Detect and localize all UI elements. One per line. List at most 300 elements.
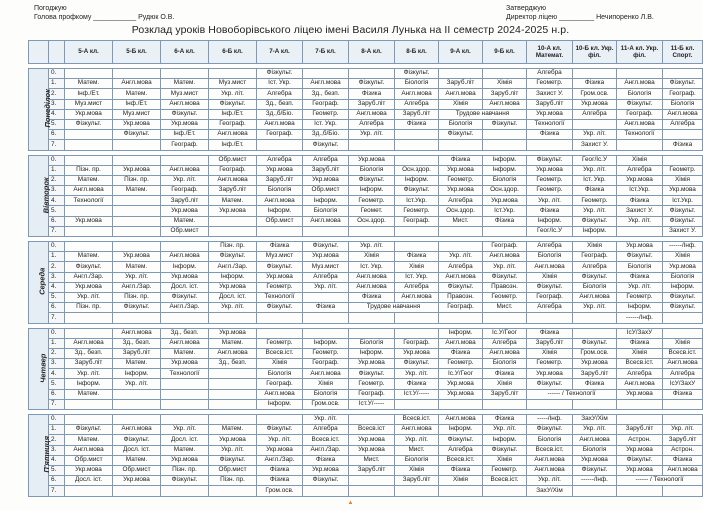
lesson-number: 4. [49,369,65,379]
lesson-cell: Технології [161,369,209,379]
table-row [29,165,703,175]
lesson-cell: Англ.мова [257,196,303,206]
lesson-cell: Зд., безп. [161,328,209,338]
table-row [29,175,703,185]
lesson-cell: Укр. літ. [483,425,527,435]
lesson-cell [257,140,303,150]
lesson-cell: Англ.мова [483,348,527,358]
lesson-cell: Гром.осв. [573,348,617,358]
lesson-cell: Геометр. [303,109,349,119]
lesson-number: 6. [49,389,65,399]
lesson-cell: Англ.мова [527,465,573,475]
lesson-cell: Англ.мова [349,109,395,119]
lesson-cell: Матем. [65,389,113,399]
lesson-number: 1. [49,338,65,348]
lesson-cell: Укр. літ. [573,303,617,313]
lesson-cell [113,389,161,399]
day-header-corner [29,41,49,64]
lesson-cell: Геометр. [663,165,703,175]
lesson-cell: Англ.мова [257,119,303,129]
lesson-cell: Укр.мова [113,476,161,486]
lesson-cell [483,69,527,79]
lesson-cell: Муз.мист [209,79,257,89]
lesson-cell: Англ.мова [483,252,527,262]
lesson-cell: Англ.мова [161,165,209,175]
lesson-cell: Англ.мова [663,109,703,119]
lesson-number: 1. [49,79,65,89]
lesson-number: 3. [49,359,65,369]
lesson-cell: Іст. Укр. [573,175,617,185]
lesson-cell: Матем. [113,359,161,369]
lesson-cell [439,399,483,409]
lesson-cell: Інформ. [527,216,573,226]
table-row [29,292,703,302]
lesson-cell [663,155,703,165]
lesson-cell [161,69,209,79]
lesson-cell: Фізика [483,369,527,379]
lesson-cell: Англ.мова [349,272,395,282]
lesson-cell: Англ.мова [65,186,113,196]
lesson-cell: Захист У. [617,206,663,216]
approval-right [506,4,654,22]
lesson-cell: Англ.мова [439,272,483,282]
lesson-cell: Інформ. [257,399,303,409]
approval-left [34,4,174,22]
lesson-cell: Географ. [527,292,573,302]
lesson-cell: Фізкульт. [303,476,349,486]
lesson-cell: Алгебра [303,155,349,165]
lesson-number: 3. [49,272,65,282]
lesson-cell: Фізика [349,292,395,302]
lesson-cell [439,140,483,150]
lesson-cell: Хімія [483,79,527,89]
lesson-cell: Фізкульт. [113,435,161,445]
lesson-cell: Географ. [663,89,703,99]
lesson-cell [573,69,617,79]
lesson-cell: Матем. [161,216,209,226]
lesson-cell: Англ.мова [395,89,439,99]
lesson-cell: Інформ. [573,226,617,236]
lesson-cell: Технології [527,119,573,129]
lesson-cell: Укр.мова [161,455,209,465]
lesson-cell: Біологія [349,165,395,175]
lesson-cell: Фізика [617,196,663,206]
lesson-cell: Хімія [527,272,573,282]
lesson-cell: Інформ. [483,155,527,165]
lesson-cell [209,415,257,425]
lesson-cell [527,399,573,409]
lesson-cell: Геометр. [483,292,527,302]
footer-mark: ▲ [347,500,354,506]
lesson-cell: Біологія [349,338,395,348]
lesson-cell: Інф./Ет. [161,130,209,140]
lesson-cell: Укр.мова [113,119,161,129]
lesson-cell: Геометр. [527,186,573,196]
lesson-cell: Досл. іст. [65,476,113,486]
lesson-cell: Фізкульт. [483,272,527,282]
lesson-cell: Укр. літ. [161,425,209,435]
lesson-cell [349,226,395,236]
lesson-cell: Муз.мист [303,262,349,272]
lesson-cell: Укр.мова [65,465,113,475]
lesson-cell [303,226,349,236]
lesson-cell: Пізн. пр. [113,292,161,302]
lesson-cell: Матем. [209,425,257,435]
lesson-cell: Укр.мова [113,165,161,175]
table-row [29,303,703,313]
lesson-cell [257,313,303,323]
lesson-cell: Біологія [663,272,703,282]
lesson-cell: Укр. літ. [349,242,395,252]
lesson-cell: Іст.Укр. [483,206,527,216]
lesson-cell [439,313,483,323]
lesson-cell: Пізн. пр. [209,476,257,486]
lesson-cell: Фізкульт. [527,379,573,389]
lesson-cell [617,399,663,409]
lesson-cell: Захист У. [663,226,703,236]
lesson-cell [395,140,439,150]
class-column-header: 11-А кл. Укр. філ. [617,41,663,64]
lesson-cell: Астрон. [617,435,663,445]
lesson-cell: Укр. літ. [663,425,703,435]
table-row [29,206,703,216]
lesson-cell: Укр.мова [161,272,209,282]
lesson-cell: Алгебра [663,119,703,129]
lesson-cell: Укр. літ. [209,89,257,99]
lesson-cell: Укр. літ. [303,282,349,292]
lesson-number: 4. [49,282,65,292]
lesson-cell: Фізкульт. [527,425,573,435]
lesson-cell: Заруб.літ [395,109,439,119]
lesson-cell: Англ./Зар. [65,272,113,282]
lesson-cell: Біологія [483,359,527,369]
lesson-cell: Англ.мова [439,338,483,348]
lesson-cell: Інформ. [439,328,483,338]
lesson-cell: Англ.мова [617,119,663,129]
table-row [29,196,703,206]
lesson-cell: Муз.мист [161,89,209,99]
lesson-cell [65,226,113,236]
lesson-cell [483,140,527,150]
lesson-cell [65,399,113,409]
lesson-cell [65,130,113,140]
lesson-cell: Трудове навчання [439,109,527,119]
lesson-cell [483,486,527,496]
lesson-cell: Інформ. [303,338,349,348]
lesson-cell [65,206,113,216]
lesson-cell: Геометр. [527,79,573,89]
lesson-number-header [49,41,65,64]
lesson-cell [161,486,209,496]
table-row [29,399,703,409]
lesson-cell [349,476,395,486]
lesson-cell: Фізика [573,379,617,389]
lesson-cell: Заруб.літ [573,369,617,379]
lesson-cell [395,226,439,236]
lesson-cell: Всесв.іст. [527,445,573,455]
lesson-cell [113,206,161,216]
lesson-cell: Осн.здор. [483,186,527,196]
lesson-cell [663,415,703,425]
lesson-cell [573,486,617,496]
lesson-cell: Укр. літ. [209,445,257,455]
lesson-cell: Заруб.літ [395,476,439,486]
lesson-number: 6. [49,303,65,313]
lesson-cell: Фізика [483,415,527,425]
lesson-cell [663,313,703,323]
lesson-cell: Фізкульт. [573,216,617,226]
lesson-cell: Англ.мова [161,252,209,262]
lesson-cell: Технології [257,292,303,302]
lesson-cell: Укр. літ. [573,165,617,175]
lesson-number: 2. [49,89,65,99]
lesson-cell: Геометр. [257,282,303,292]
class-column-header: 9-А кл. [439,41,483,64]
lesson-cell: ІсУ/ЗахУ [663,379,703,389]
lesson-cell: Іс.У/Геог [439,369,483,379]
lesson-cell: Фізика [527,206,573,216]
lesson-cell [663,328,703,338]
table-row [29,262,703,272]
lesson-cell [617,415,663,425]
lesson-cell: Інф./Ет. [209,109,257,119]
lesson-cell [65,155,113,165]
lesson-cell: Географ. [303,99,349,109]
lesson-cell: Укр.мова [209,435,257,445]
lesson-cell [113,196,161,206]
lesson-cell [209,389,257,399]
lesson-cell [349,313,395,323]
lesson-cell: Англ.мова [573,292,617,302]
class-column-header: 5-А кл. [65,41,113,64]
lesson-cell: Фізкульт. [257,262,303,272]
lesson-number: 4. [49,196,65,206]
lesson-cell: Заруб.літ [161,196,209,206]
lesson-cell: Фізика [663,140,703,150]
lesson-cell [439,242,483,252]
lesson-cell: Англ.мова [573,435,617,445]
table-row [29,226,703,236]
lesson-cell: Фізкульт. [65,425,113,435]
table-row [29,89,703,99]
lesson-cell [617,140,663,150]
lesson-cell: Осн.здор. [395,165,439,175]
table-row [29,359,703,369]
lesson-cell: Укр.мова [113,252,161,262]
lesson-cell: Всесв.іст. [257,348,303,358]
lesson-cell: Англ.мова [617,379,663,389]
lesson-cell [209,69,257,79]
lesson-cell: Укр.мова [439,165,483,175]
lesson-cell: Укр.мова [527,109,573,119]
lesson-cell [483,399,527,409]
lesson-cell: Англ./Зар. [113,282,161,292]
lesson-cell: -----/Інф. [527,415,573,425]
table-row [29,155,703,165]
lesson-cell: Фізкульт. [617,99,663,109]
lesson-cell [663,399,703,409]
lesson-cell: Укр. літ. [65,369,113,379]
lesson-cell: Алгебра [395,282,439,292]
lesson-cell [209,313,257,323]
class-column-header: 7-А кл. [257,41,303,64]
lesson-cell: Алгебра [303,272,349,282]
lesson-cell: Матем. [65,79,113,89]
lesson-cell: Заруб.літ [303,165,349,175]
lesson-cell: ------/Інф. [663,242,703,252]
lesson-cell [209,399,257,409]
lesson-cell: Хімія [439,476,483,486]
lesson-number: 2. [49,348,65,358]
lesson-cell: Обр.мист [113,465,161,475]
lesson-cell [483,313,527,323]
lesson-cell: Заруб.літ [527,338,573,348]
lesson-cell: Фізкульт. [483,445,527,455]
lesson-cell: Мист. [349,455,395,465]
table-row [29,455,703,465]
lesson-cell: ------ / Технології [527,389,617,399]
header-row [29,41,703,64]
lesson-cell: Зд., безп. [65,348,113,358]
lesson-cell: Алгебра [527,69,573,79]
lesson-cell: Англ.мова [209,348,257,358]
lesson-cell: Укр.мова [573,455,617,465]
lesson-cell [209,226,257,236]
lesson-cell: Технології [617,130,663,140]
lesson-cell [573,313,617,323]
lesson-cell: Хімія [527,348,573,358]
lesson-cell: Пізн. пр. [161,465,209,475]
lesson-cell: Всесв.іст. [395,415,439,425]
lesson-cell [209,379,257,389]
lesson-cell: Фізкульт. [209,99,257,109]
lesson-cell: Правозн. [439,292,483,302]
lesson-cell: Матем. [161,348,209,358]
lesson-cell: Інф./Ет. [113,99,161,109]
lesson-cell: Фізика [527,130,573,140]
lesson-cell [349,328,395,338]
lesson-number: 5. [49,206,65,216]
lesson-cell [113,313,161,323]
lesson-cell: Англ.мова [527,455,573,465]
schedule-title: Розклад уроків Новоборівського ліцею імені Василя Лунька на ІІ семестр 2024-2025 н.р. [131,24,570,36]
table-row [29,328,703,338]
lesson-cell: Зд., безп. [303,89,349,99]
lesson-cell [65,328,113,338]
lesson-cell: Укр.мова [617,389,663,399]
lesson-cell [209,369,257,379]
lesson-cell [395,155,439,165]
lesson-cell: Гром.осв. [303,399,349,409]
lesson-cell: Інформ. [349,186,395,196]
lesson-cell: Англ./Зар. [303,445,349,455]
lesson-cell: Геометр. [527,175,573,185]
lesson-cell: Укр.мова [573,99,617,109]
lesson-cell: Інформ. [483,435,527,445]
lesson-cell: Укр.мова [483,196,527,206]
lesson-cell [483,226,527,236]
table-row [29,435,703,445]
lesson-cell: Інформ. [113,369,161,379]
lesson-cell: Укр.мова [439,379,483,389]
lesson-cell: Геометр. [483,465,527,475]
lesson-cell: Укр. літ. [65,292,113,302]
lesson-cell: Алгебра [439,445,483,455]
lesson-cell: Географ. [209,119,257,129]
lesson-cell: Іст.У/----- [349,399,395,409]
lesson-cell: Фізкульт. [439,435,483,445]
lesson-cell: ЗахУ/Хім [527,486,573,496]
lesson-cell: Укр.мова [257,445,303,455]
lesson-cell: Хімія [617,348,663,358]
lesson-cell [65,140,113,150]
lesson-cell: Геог/Іс.У [527,226,573,236]
lesson-cell: Трудове навчання [349,303,439,313]
schedule-body [29,64,703,497]
lesson-cell: Інформ. [395,175,439,185]
lesson-cell [113,226,161,236]
table-row [29,379,703,389]
lesson-cell: Укр.мова [617,175,663,185]
lesson-cell: Обр.мист [257,216,303,226]
lesson-cell: Фізика [395,379,439,389]
lesson-cell [573,399,617,409]
lesson-cell: Мист. [439,216,483,226]
lesson-cell: Пізн. пр. [209,242,257,252]
lesson-cell: Фізкульт. [663,292,703,302]
lesson-cell [395,313,439,323]
table-row [29,465,703,475]
lesson-cell [209,216,257,226]
lesson-cell: Укр.мова [617,445,663,455]
lesson-cell [573,328,617,338]
lesson-cell: Муз.мист [113,109,161,119]
lesson-cell: Укр.мова [663,262,703,272]
lesson-cell: Геометр. [439,359,483,369]
table-row [29,186,703,196]
lesson-cell: Осн.здор. [439,206,483,216]
lesson-cell [303,328,349,338]
lesson-cell: Англ.мова [395,292,439,302]
lesson-cell: Геомет. [349,206,395,216]
lesson-cell: Укр.мова [573,359,617,369]
lesson-cell [65,69,113,79]
lesson-cell: Матем. [209,196,257,206]
lesson-cell: Укр. літ. [573,425,617,435]
lesson-cell: Англ.мова [65,445,113,455]
lesson-cell: Хімія [663,175,703,185]
lesson-cell: Інф./Ет. [209,140,257,150]
lesson-cell: Фізкульт. [439,282,483,292]
lesson-cell: Біологія [303,389,349,399]
lesson-cell [113,216,161,226]
lesson-cell: Заруб.літ [349,465,395,475]
lesson-cell [439,486,483,496]
approval-right-title: Затверджую [506,5,547,12]
lesson-cell: Хімія [439,99,483,109]
lesson-cell: Укр. літ. [617,216,663,226]
lesson-cell: Геометр. [349,379,395,389]
lesson-cell: Всесв.іст. [483,476,527,486]
lesson-cell: Укр.мова [303,175,349,185]
lesson-cell [113,69,161,79]
lesson-cell [161,155,209,165]
lesson-cell: Алгебра [573,109,617,119]
lesson-cell: Алгебра [527,303,573,313]
lesson-cell: Зд., безп. [113,338,161,348]
lesson-cell: Фізкульт. [113,130,161,140]
lesson-number: 0. [49,415,65,425]
